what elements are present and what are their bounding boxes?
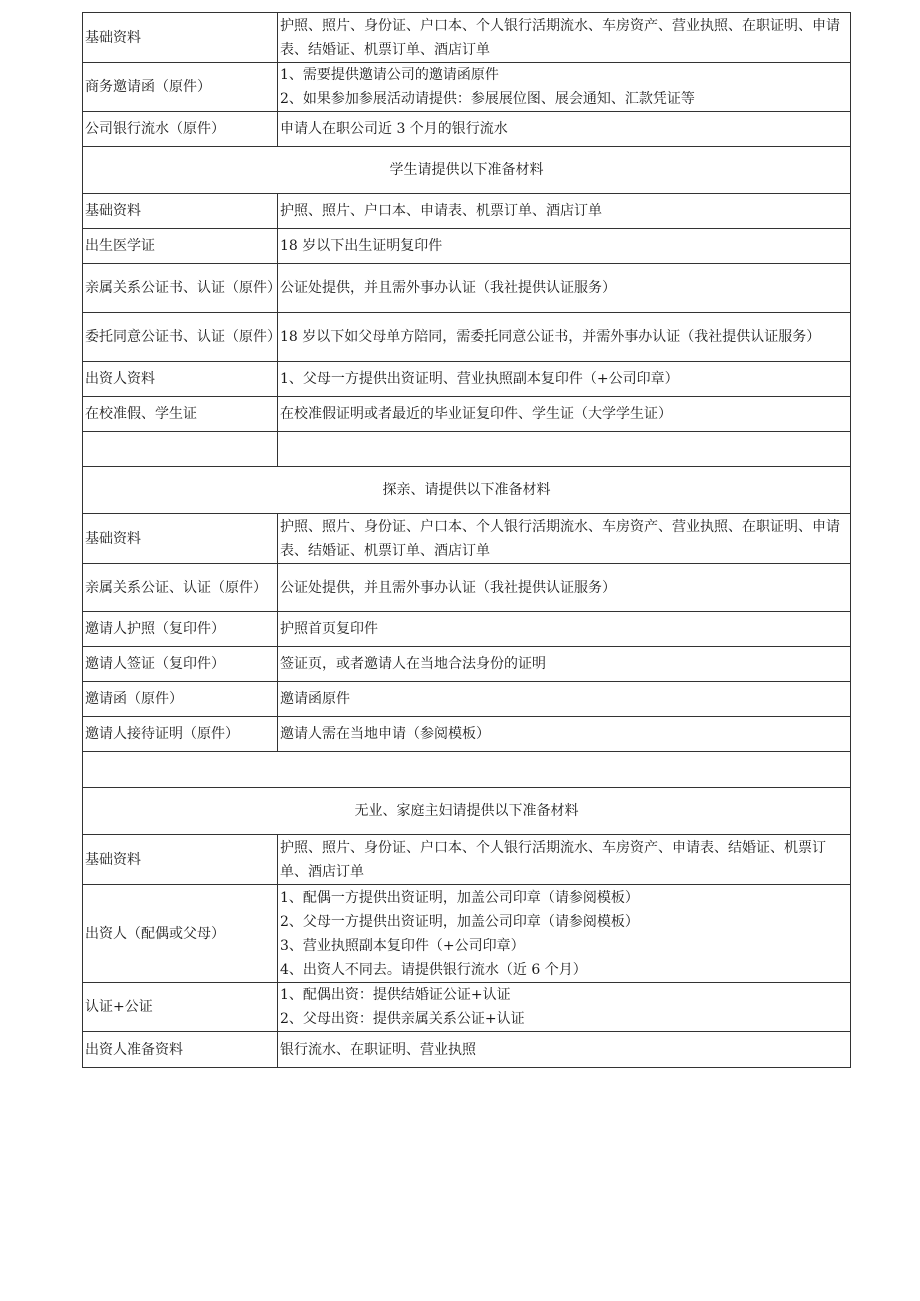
row-label: 邀请人接待证明（原件） xyxy=(83,717,278,752)
row-label: 基础资料 xyxy=(83,835,278,885)
row-label xyxy=(83,264,281,313)
table-row xyxy=(83,313,851,362)
label-text: 亲属关系公证书、认证（原件） xyxy=(85,280,281,296)
content-line: 4、出资人不同去。请提供银行流水（近 6 个月） xyxy=(280,961,587,978)
row-label: 在校准假、学生证 xyxy=(83,397,278,432)
label-text: 委托同意公证书、认证（原件） xyxy=(85,329,281,345)
table-row xyxy=(83,682,851,717)
table-row xyxy=(83,885,851,983)
row-label: 出生医学证 xyxy=(83,229,278,264)
content-line: 1、配偶出资：提供结婚证公证+认证 xyxy=(280,987,511,1003)
row-content xyxy=(278,229,851,264)
content-line: 18 岁以下出生证明复印件 xyxy=(280,238,443,254)
row-content xyxy=(278,1032,851,1068)
row-label: 邀请函（原件） xyxy=(83,682,278,717)
row-content xyxy=(278,362,851,397)
row-label xyxy=(83,313,281,362)
row-content xyxy=(278,63,851,112)
table-row xyxy=(83,983,851,1032)
row-content xyxy=(278,13,851,63)
section-heading-row xyxy=(83,147,851,194)
section-heading-row xyxy=(83,788,851,835)
table-row xyxy=(83,63,851,112)
row-content xyxy=(278,313,851,362)
content-line: 护照、照片、身份证、户口本、个人银行活期流水、车房资产、申请表、结婚证、机票订单、酒店订单 xyxy=(280,839,826,880)
content-line: 护照、照片、户口本、申请表、机票订单、酒店订单 xyxy=(280,203,602,219)
table-row xyxy=(83,835,851,885)
empty-cell xyxy=(83,752,851,788)
row-content xyxy=(278,885,851,983)
row-content xyxy=(278,717,851,752)
content-line: 1、父母一方提供出资证明、营业执照副本复印件（+公司印章） xyxy=(280,371,679,387)
content-line: 护照首页复印件 xyxy=(280,621,378,637)
table-row xyxy=(83,112,851,147)
content-line: 护照、照片、身份证、户口本、个人银行活期流水、车房资产、营业执照、在职证明、申请表、结婚证、机票订单、酒店订单 xyxy=(280,518,840,559)
row-content xyxy=(278,682,851,717)
empty-cell xyxy=(83,432,278,467)
table-row xyxy=(83,1032,851,1068)
row-label: 认证+公证 xyxy=(83,983,278,1032)
table-row xyxy=(83,13,851,63)
table-row xyxy=(83,194,851,229)
table-row xyxy=(83,362,851,397)
row-label: 邀请人护照（复印件） xyxy=(83,612,278,647)
row-content xyxy=(278,564,851,612)
content-line: 护照、照片、身份证、户口本、个人银行活期流水、车房资产、营业执照、在职证明、申请表、结婚证、机票订单、酒店订单 xyxy=(280,17,840,58)
row-content xyxy=(278,983,851,1032)
content-line: 1、需要提供邀请公司的邀请函原件 xyxy=(280,67,499,83)
content-line: 公证处提供，并且需外事办认证（我社提供认证服务） xyxy=(280,280,616,296)
section-heading-row xyxy=(83,467,851,514)
row-label: 邀请人签证（复印件） xyxy=(83,647,278,682)
content-line: 邀请函原件 xyxy=(280,691,350,707)
content-line: 签证页，或者邀请人在当地合法身份的证明 xyxy=(280,656,546,672)
row-label: 出资人准备资料 xyxy=(83,1032,278,1068)
row-content xyxy=(278,397,851,432)
row-content xyxy=(278,514,851,564)
table-row xyxy=(83,717,851,752)
row-label: 商务邀请函（原件） xyxy=(83,63,278,112)
table-row xyxy=(83,229,851,264)
row-label: 基础资料 xyxy=(83,514,278,564)
content-line: 在校准假证明或者最近的毕业证复印件、学生证（大学学生证） xyxy=(280,406,672,422)
content-line: 银行流水、在职证明、营业执照 xyxy=(280,1041,476,1058)
content-line: 1、配偶一方提供出资证明，加盖公司印章（请参阅模板） xyxy=(280,889,639,906)
row-label: 基础资料 xyxy=(83,13,278,63)
content-line: 2、父母一方提供出资证明，加盖公司印章（请参阅模板） xyxy=(280,913,639,930)
content-line: 公证处提供，并且需外事办认证（我社提供认证服务） xyxy=(280,579,616,596)
row-label: 基础资料 xyxy=(83,194,278,229)
content-line: 3、营业执照副本复印件（+公司印章） xyxy=(280,937,525,954)
row-content xyxy=(278,647,851,682)
row-content xyxy=(278,112,851,147)
content-line: 2、如果参加参展活动请提供：参展展位图、展会通知、汇款凭证等 xyxy=(280,91,695,107)
section-heading-family: 探亲、请提供以下准备材料 xyxy=(83,467,851,514)
row-label: 亲属关系公证、认证（原件） xyxy=(83,564,278,612)
table-row xyxy=(83,612,851,647)
content-line: 18 岁以下如父母单方陪同，需委托同意公证书，并需外事办认证（我社提供认证服务） xyxy=(280,329,821,345)
table-row xyxy=(83,264,851,313)
row-label: 出资人资料 xyxy=(83,362,278,397)
table-row xyxy=(83,397,851,432)
table-row xyxy=(83,647,851,682)
content-line: 邀请人需在当地申请（参阅模板） xyxy=(280,726,490,742)
row-content xyxy=(278,835,851,885)
table-row xyxy=(83,514,851,564)
materials-table xyxy=(82,12,851,1068)
section-heading-unemployed: 无业、家庭主妇请提供以下准备材料 xyxy=(83,788,851,835)
section-heading-student: 学生请提供以下准备材料 xyxy=(83,147,851,194)
row-label: 出资人（配偶或父母） xyxy=(83,885,278,983)
empty-row xyxy=(83,432,851,467)
row-content xyxy=(278,612,851,647)
row-content xyxy=(278,264,851,313)
row-label: 公司银行流水（原件） xyxy=(83,112,278,147)
table-row xyxy=(83,564,851,612)
row-content xyxy=(278,194,851,229)
content-line: 申请人在职公司近 3 个月的银行流水 xyxy=(280,121,508,137)
empty-row xyxy=(83,752,851,788)
empty-cell xyxy=(278,432,851,467)
content-line: 2、父母出资：提供亲属关系公证+认证 xyxy=(280,1011,525,1027)
